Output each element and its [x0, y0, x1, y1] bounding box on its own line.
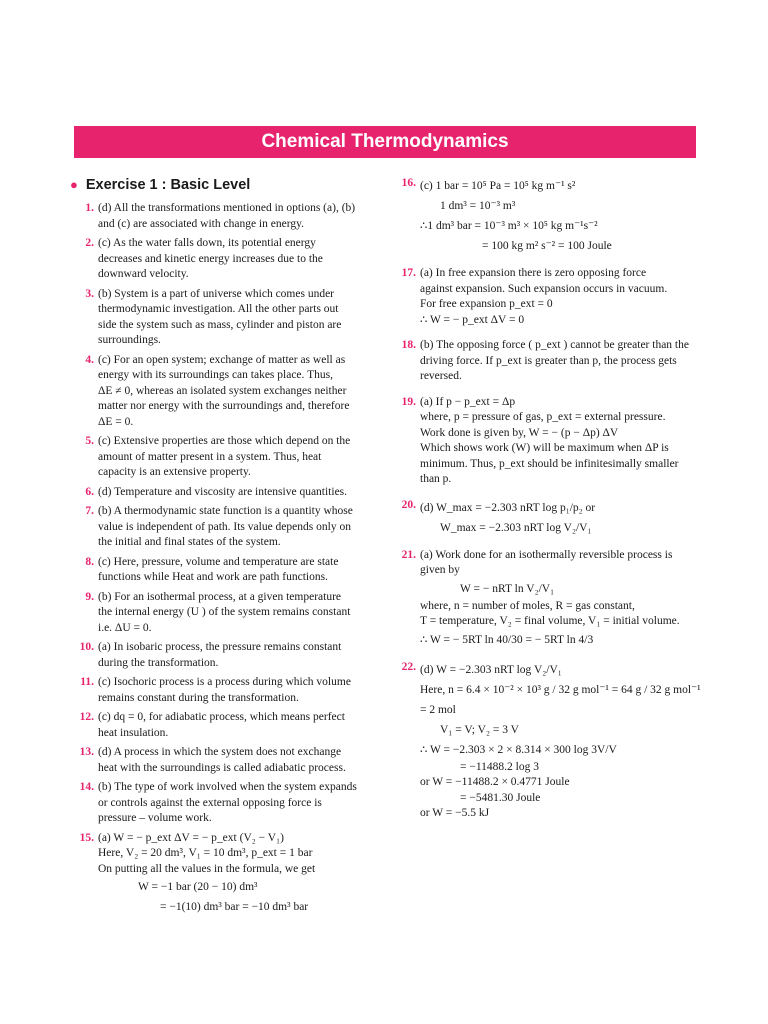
answer-line: the internal energy (U ) of the system remains constant: [98, 606, 351, 618]
answer-line: (a) Work done for an isothermally reversible process is: [420, 548, 673, 561]
answer-line: energy with its surroundings can takes place. Thus,: [98, 369, 333, 381]
answer-line: remains constant during the transformation.: [98, 691, 299, 704]
answer-number: 22.: [401, 660, 416, 673]
chapter-title: Chemical Thermodynamics: [74, 126, 696, 158]
answer-line: T = temperature, V₂ = final volume, V₁ = initial volume.: [420, 615, 680, 627]
answer-line: i.e. ΔU = 0.: [98, 621, 152, 634]
answer-line: (c) As the water falls down, its potential energy: [98, 237, 316, 249]
answer-item: [70, 504, 376, 551]
answer-item-16: [392, 176, 702, 256]
answer-number: 3.: [85, 287, 94, 300]
exercise-heading-text: Exercise 1 : Basic Level: [85, 177, 251, 193]
answer-number: 6.: [85, 485, 94, 498]
answer-item-20: [392, 498, 702, 538]
answer-number: 16.: [401, 177, 416, 189]
answer-line: = −5481.30 Joule: [460, 791, 541, 804]
answer-line: (c) Here, pressure, volume and temperature are state: [98, 555, 339, 568]
answer-line: functions while Heat and work are path functions.: [98, 571, 328, 583]
answer-line: reversed.: [420, 370, 462, 382]
answer-number: 10.: [79, 641, 94, 653]
answer-item: [70, 590, 376, 637]
answer-line: where, p = pressure of gas, p_ext = external pressure.: [420, 411, 666, 423]
answer-item: [70, 745, 376, 776]
answer-number: 7.: [85, 505, 94, 517]
answer-line: ∴ W = − 5RT ln 40/30 = − 5RT ln 4/3: [420, 633, 594, 646]
answer-line: and (c) are associated with change in energy.: [98, 217, 304, 230]
answer-line: (c) dq = 0, for adiabatic process, which means perfect: [98, 711, 345, 723]
answer-number: 21.: [401, 548, 416, 561]
answer-number: 20.: [401, 498, 416, 511]
answer-number: 18.: [401, 339, 416, 351]
answer-line: (d) All the transformations mentioned in options (a), (b): [98, 202, 356, 214]
answer-number: 5.: [85, 435, 94, 447]
answer-line: Work done is given by, W = − (p − Δp) ΔV: [420, 426, 619, 439]
answer-line: For free expansion p_ext = 0: [420, 298, 553, 310]
answer-number: 17.: [401, 267, 416, 279]
answer-line: value is independent of path. Its value depends only on: [98, 520, 351, 533]
answer-number: 15.: [79, 831, 94, 844]
answer-number: 13.: [79, 746, 94, 758]
answer-line: Which shows work (W) will be maximum when ΔP is: [420, 442, 669, 454]
answer-line: ΔE ≠ 0, whereas an isolated system exchanges neither: [98, 384, 347, 397]
answer-line: ∴ W = − p_ext ΔV = 0: [420, 313, 525, 326]
answer-item: [70, 710, 376, 741]
answer-line: the initial and final states of the system.: [98, 536, 281, 548]
answer-line: against expansion. Such expansion occurs in vacuum.: [420, 282, 668, 295]
answer-line: (a) If p − p_ext = Δp: [420, 395, 516, 408]
answer-line: or W = −11488.2 × 0.4771 Joule: [420, 776, 570, 788]
answer-item: [70, 353, 376, 431]
answer-line: (c) Isochoric process is a process during which volume: [98, 676, 351, 688]
answer-number: 11.: [80, 676, 94, 688]
answer-line: side the system such as mass, cylinder and piston are: [98, 318, 342, 331]
answer-number: 19.: [401, 395, 416, 408]
answer-line: minimum. Thus, p_ext should be infinitesimally smaller: [420, 457, 679, 470]
answer-item: [70, 485, 376, 501]
answer-line: or controls against the external opposing force is: [98, 796, 322, 809]
answer-line: (b) For an isothermal process, at a given temperature: [98, 590, 342, 603]
answer-item: [70, 675, 376, 706]
answer-item: [70, 201, 376, 232]
answer-item-15: [70, 831, 376, 918]
answer-line: Here, n = 6.4 × 10⁻² × 10³ g / 32 g mol⁻¹ = 64 g / 32 g mol⁻¹ = 2 mol: [420, 683, 701, 716]
left-column: [70, 176, 376, 921]
answer-line: W = − nRT ln V₂/V₁: [460, 582, 555, 595]
answer-line: heat with the surroundings is called adiabatic process.: [98, 761, 346, 774]
answer-line: where, n = number of moles, R = gas constant,: [420, 599, 635, 612]
answer-number: 2.: [85, 237, 94, 249]
answer-line: 1 dm³ = 10⁻³ m³: [440, 200, 516, 212]
answer-line: V₁ = V; V₂ = 3 V: [440, 723, 519, 736]
answer-line: capacity is an extensive property.: [98, 466, 251, 478]
answer-item-18: [392, 338, 702, 385]
bullet-icon: ●: [70, 177, 78, 192]
answer-item-19: [392, 395, 702, 488]
answer-line: driving force. If p_ext is greater than p, the process gets: [420, 354, 677, 367]
answer-line: than p.: [420, 473, 452, 485]
answer-item-17: [392, 266, 702, 328]
answer-number: 8.: [85, 555, 94, 568]
answer-item: [70, 287, 376, 349]
answer-item: [70, 640, 376, 671]
answer-line: Here, V₂ = 20 dm³, V₁ = 10 dm³, p_ext = 1 bar: [98, 847, 313, 859]
answer-line: W = −1 bar (20 − 10) dm³: [138, 881, 258, 893]
answer-line: during the transformation.: [98, 656, 219, 669]
answer-line: (c) Extensive properties are those which depend on the: [98, 435, 351, 447]
answer-line: given by: [420, 564, 460, 576]
answer-line: (c) 1 bar = 10⁵ Pa = 10⁵ kg m⁻¹ s²: [420, 180, 576, 192]
answer-line: (c) For an open system; exchange of matter as well as: [98, 353, 346, 366]
answer-line: = 100 kg m² s⁻² = 100 Joule: [482, 240, 612, 252]
exercise-heading: [70, 176, 376, 194]
answer-line: (a) In isobaric process, the pressure remains constant: [98, 641, 342, 653]
answer-line: = −1(10) dm³ bar = −10 dm³ bar: [160, 901, 309, 913]
answer-line: ∴ W = −2.303 × 2 × 8.314 × 300 log 3V/V: [420, 743, 617, 756]
answer-item-21: [392, 548, 702, 650]
answer-number: 1.: [85, 202, 94, 214]
answer-line: (d) A process in which the system does not exchange: [98, 746, 342, 758]
answer-line: (b) The opposing force ( p_ext ) cannot be greater than the: [420, 339, 689, 351]
answer-item: [70, 780, 376, 827]
answer-item-22: [392, 660, 702, 822]
answer-line: (d) W = −2.303 nRT log V₂/V₁: [420, 663, 562, 676]
answer-item: [70, 434, 376, 481]
right-column: [392, 176, 702, 826]
answer-number: 9.: [85, 590, 94, 603]
answer-line: (b) System is a part of universe which comes under: [98, 287, 335, 300]
answer-number: 12.: [79, 711, 94, 723]
answer-line: downward velocity.: [98, 268, 189, 280]
answer-line: matter nor energy with the surroundings and, therefore: [98, 400, 350, 412]
answer-line: = −11488.2 log 3: [460, 760, 539, 773]
answer-line: On putting all the values in the formula, we get: [98, 862, 316, 875]
answer-line: (d) Temperature and viscosity are intensive quantities.: [98, 485, 348, 498]
answer-line: ΔE = 0.: [98, 415, 134, 428]
answer-line: (a) W = − p_ext ΔV = − p_ext (V₂ − V₁): [98, 831, 284, 844]
answer-line: pressure – volume work.: [98, 812, 212, 824]
answer-number: 4.: [85, 353, 94, 366]
answer-line: (b) The type of work involved when the system expands: [98, 781, 357, 793]
answer-item: [70, 236, 376, 283]
answer-list-left: [70, 201, 376, 827]
answer-line: ∴1 dm³ bar = 10⁻³ m³ × 10⁵ kg m⁻¹s⁻²: [420, 220, 598, 232]
answer-item: [70, 555, 376, 586]
answer-line: amount of matter present in a system. Thus, heat: [98, 450, 322, 463]
answer-line: (b) A thermodynamic state function is a quantity whose: [98, 505, 353, 517]
answer-line: heat insulation.: [98, 726, 169, 739]
answer-line: decreases and kinetic energy increases due to the: [98, 252, 323, 265]
answer-line: (d) W_max = −2.303 nRT log p₁/p₂ or: [420, 501, 596, 514]
answer-line: surroundings.: [98, 334, 161, 346]
answer-line: W_max = −2.303 nRT log V₂/V₁: [440, 521, 592, 534]
answer-line: or W = −5.5 kJ: [420, 807, 490, 819]
answer-line: (a) In free expansion there is zero opposing force: [420, 267, 647, 279]
answer-number: 14.: [79, 781, 94, 793]
answer-line: thermodynamic investigation. All the other parts out: [98, 303, 339, 315]
